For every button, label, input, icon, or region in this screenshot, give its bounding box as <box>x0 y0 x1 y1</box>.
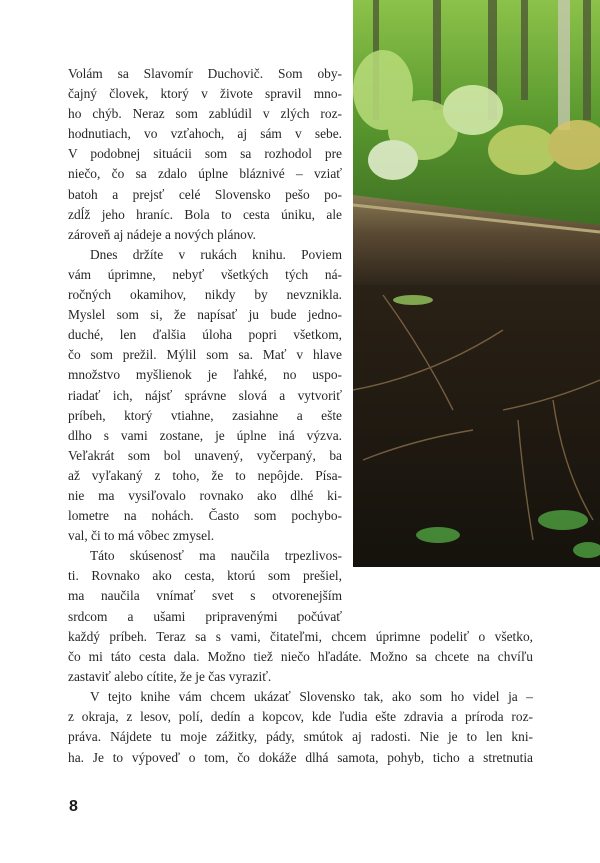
text-line: ročných okamihov, nikdy by nevznikla. <box>68 287 342 303</box>
text-line: duché, len ďalšia úloha popri všetkom, <box>68 327 342 343</box>
text-line: dlho s vami zostane, je úplne iná výzva. <box>68 427 342 443</box>
text-line: čajný človek, ktorý v živote spravil mno- <box>68 86 342 102</box>
text-line: Myslel som si, že napísať ju bude jedno- <box>68 307 342 323</box>
text-line: Dnes držíte v rukách knihu. Poviem <box>90 246 342 262</box>
page-number: 8 <box>69 798 78 815</box>
body-text-narrow <box>68 64 342 627</box>
text-line: srdcom a ušami pripravenými počúvať <box>68 608 342 624</box>
text-line: zastaviť alebo cítite, že je čas vyraziť. <box>68 669 272 685</box>
text-line: V tejto knihe vám chcem ukázať Slovensko tak, ako som ho videl ja – <box>90 689 533 705</box>
text-line: Táto skúsenosť ma naučila trpezlivos- <box>90 548 342 564</box>
text-line: ti. Rovnako ako cesta, ktorú som prešiel, <box>68 568 342 584</box>
text-line: val, či to má vôbec zmysel. <box>68 528 215 544</box>
text-line: lometre na nohách. Často som pochybo- <box>68 508 342 524</box>
text-line: každý príbeh. Teraz sa s vami, čitateľmi, chcem úprimne podeliť o všetko, <box>68 629 533 644</box>
text-line: čo mi táto cesta dala. Možno tiež niečo hľadáte. Možno sa chcete na chvíľu <box>68 649 533 665</box>
text-line: batoh a prejsť celé Slovensko pešo po- <box>68 186 342 202</box>
text-line: ho chýb. Neraz som zablúdil v zlých roz- <box>68 106 342 122</box>
text-line: Volám sa Slavomír Duchovič. Som oby- <box>68 66 342 81</box>
text-line: zdĺž jeho hraníc. Bola to cesta úniku, ale <box>68 206 342 222</box>
text-line: práva. Nájdete tu moje zážitky, pády, smútok aj radosti. Nie je to len kni- <box>68 729 533 745</box>
text-line: z okraja, z lesov, polí, dedín a kopcov, kde ľudia ešte zdravia a príroda roz- <box>68 709 533 725</box>
forest-photo <box>353 0 600 567</box>
text-line: niečo, čo sa zdalo úplne bláznivé – vziať <box>68 166 342 182</box>
text-line: zároveň aj nádeje a nových plánov. <box>68 226 257 242</box>
text-line: až vyľakaný z toho, že to nepôjde. Písa- <box>68 467 342 483</box>
text-line: hodnutiach, vo vzťahoch, aj sám v sebe. <box>68 126 342 142</box>
text-line: ma naučila vnímať svet s otvorenejším <box>68 588 342 604</box>
text-line: Veľakrát som bol unavený, vyčerpaný, ba <box>68 447 342 463</box>
text-line: čo som prežil. Mýlil som sa. Mať v hlave <box>68 347 342 363</box>
forest-illustration <box>353 0 600 567</box>
text-line: nie ma vysiľovalo rovnako ako dlhé ki- <box>68 487 342 503</box>
body-text-wide <box>68 627 533 768</box>
text-line: množstvo myšlienok je ľahké, no uspo- <box>68 367 342 383</box>
text-line: príbeh, ktorý vtiahne, zasiahne a ešte <box>68 407 342 423</box>
text-line: V podobnej situácii som sa rozhodol pre <box>68 146 342 162</box>
text-line: riadať ich, nájsť správne slová a vytvoriť <box>68 387 342 403</box>
text-line: ha. Je to výpoveď o tom, čo dokáže dlhá samota, pohyb, ticho a stretnutia <box>68 749 533 765</box>
text-line: vám úprimne, nebyť všetkých tých ná- <box>68 266 342 282</box>
